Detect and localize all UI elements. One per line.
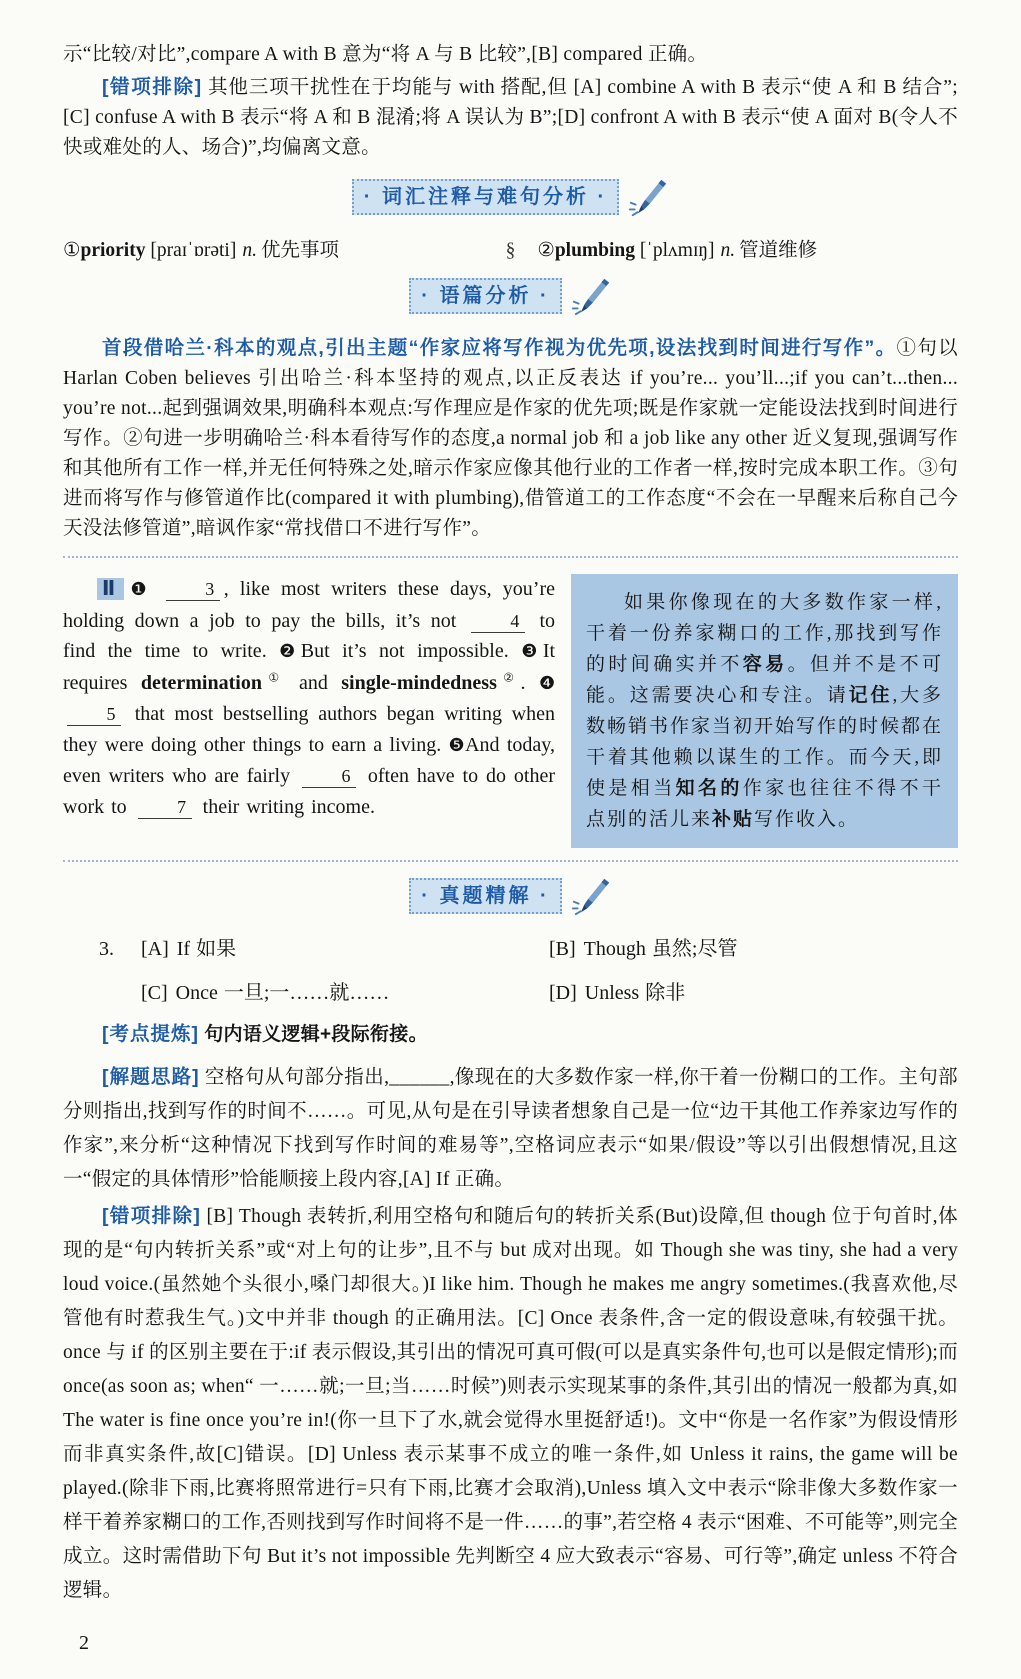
- page-number: 2: [79, 1632, 89, 1654]
- exam-section-badge: · 真题精解 ·: [409, 878, 561, 914]
- discourse-body: ①句以 Harlan Coben believes 引出哈兰·科本坚持的观点,以正反表达 if you’re... you’ll...;if you can’t...then... you’re not...起到强调效果,明确科本观点:写作理应是作家的优先项;既是作家就一定能设法找到时间进行写作。②句进一步明确哈兰·科本看待写作的态度,a normal job 和 a job like any other 近义复现,强调写作和其他所有工作一样,并无任何特殊之处,暗示作家应像其他行业的工作者一样,按时完成本职工作。③句进而将写作与修管道作比(compared it with plumbing),借管道工的工作态度“不会在一早醒来后称自己今天没法修管道”,暗讽作家“常找借口不进行写作”。: [63, 338, 958, 539]
- option-c-word: Once: [175, 982, 218, 1004]
- approach-text: 空格句从句部分指出,______,像现在的大多数作家一样,你干着一份糊口的工作。主句部分则指出,找到写作的时间不……。可见,从句是在引导读者想象自己是一位“边干其他工作养家边写作的作家”,来分析“这种情况下找到写作时间的难易等”,空格词应表示“如果/假设”等以引出假想情况,且这一“假定的具体情形”恰能顺接上段内容,[A] If 正确。: [63, 1067, 958, 1190]
- top-elimination-text: 其他三项干扰性在于均能与 with 搭配,但 [A] combine A with B 表示“使 A 和 B 结合”;[C] confuse A with B 表示“将 A 和 B 混淆;将 A 误认为 B”;[D] confront A with B 表示“使 A 面对 B(令人不快或难处的人、场合)”,均偏离文意。: [63, 77, 958, 158]
- sentence-1b: to find the time to write.: [63, 609, 556, 662]
- exam-section-header: [63, 878, 958, 921]
- sentence-3-period: .: [520, 671, 526, 694]
- paragraph-marker: Ⅱ: [97, 578, 124, 600]
- discourse-lead: 首段借哈兰·科本的观点,引出主题“作家应将写作视为优先项,设法找到时间进行写作”。: [102, 337, 897, 359]
- sentence-1a: , like most writers these days, you’re holding down a job to pay the bills, it’s not: [63, 578, 556, 632]
- discourse-section-badge: · 语篇分析 ·: [409, 278, 561, 314]
- vocab-entry-priority: [63, 234, 484, 262]
- passage-and-translation: [63, 574, 958, 848]
- option-b: [549, 935, 958, 963]
- option-a-gloss: 如果: [196, 938, 237, 960]
- sentence-5c: their writing income.: [202, 795, 375, 818]
- sentence-4-number: ❹: [538, 672, 556, 694]
- vocab-entries: [63, 234, 958, 262]
- elimination-paragraph: [63, 1199, 958, 1608]
- carryover-text: 示“比较/对比”,compare A with B 意为“将 A 与 B 比较”,[B] compared 正确。: [63, 44, 708, 65]
- keyword-determination: determination: [140, 671, 262, 694]
- options-block: [63, 935, 958, 1007]
- discourse-section-header: [63, 278, 958, 321]
- question-number: 3.: [99, 938, 114, 960]
- elimination-label: [错项排除]: [102, 1205, 201, 1227]
- trans-bold-supplement: 补贴: [712, 809, 755, 830]
- sentence-5a: And today, even writers who are fairly: [63, 733, 556, 787]
- dotted-divider: [63, 556, 958, 558]
- discourse-paragraph: [63, 333, 958, 544]
- option-c: [141, 979, 549, 1007]
- sentence-4: that most bestselling authors began writing when they were doing other things to earn a living.: [63, 703, 555, 756]
- option-a-bracket: [A]: [141, 938, 169, 960]
- option-b-gloss: 虽然;尽管: [651, 938, 738, 960]
- option-c-gloss: 一旦;一……就……: [223, 982, 390, 1004]
- cloze-passage: [63, 574, 555, 822]
- sentence-3a: It requires: [63, 640, 556, 694]
- vocab-index: ①: [63, 240, 81, 261]
- trans-3: ,大多数畅销书作家当初开始写作的时候都在干着其他赖以谋生的工作。而今天,即使是相当: [586, 685, 944, 799]
- vocab-word: plumbing: [554, 240, 636, 261]
- footnote-ref-2: ②: [496, 669, 521, 684]
- option-d: [549, 979, 958, 1007]
- options-spacer: [99, 979, 141, 1007]
- blank-3: 3: [166, 579, 220, 601]
- option-c-bracket: [C]: [141, 982, 168, 1004]
- approach-label: [解题思路]: [102, 1066, 200, 1088]
- vocab-word: priority: [80, 240, 146, 261]
- option-d-word: Unless: [584, 982, 640, 1004]
- vocab-pos: n.: [242, 240, 257, 261]
- vocab-phonetic: [praɪˈɒrəti]: [150, 240, 237, 261]
- key-point-line: [63, 1019, 958, 1050]
- cloze-passage-column: [63, 574, 555, 848]
- option-a: [141, 935, 549, 963]
- vocab-phonetic: [ˈplʌmɪŋ]: [639, 240, 715, 261]
- carryover-paragraph: [63, 40, 958, 70]
- option-a-word: If: [176, 938, 191, 960]
- vocab-section-badge: · 词汇注释与难句分析 ·: [352, 179, 619, 215]
- keyword-single-mindedness: single-mindedness: [341, 671, 497, 694]
- vocab-pos: n.: [720, 240, 736, 261]
- blank-5: 5: [67, 704, 121, 726]
- footnote-ref-1: ①: [261, 669, 286, 684]
- option-d-bracket: [D]: [549, 982, 577, 1004]
- approach-paragraph: [63, 1060, 958, 1197]
- blank-6: 6: [302, 766, 356, 788]
- translation-text: [586, 587, 943, 835]
- option-d-gloss: 除非: [645, 982, 686, 1004]
- sentence-1-number: ❶: [130, 579, 151, 600]
- vocab-index: ②: [537, 240, 555, 261]
- translation-box: [571, 574, 958, 848]
- top-elimination-label: [错项排除]: [102, 76, 203, 98]
- trans-2: 。但并不是不可能。这需要决心和专注。请: [586, 654, 943, 706]
- trans-bold-famous: 知名的: [675, 778, 743, 799]
- top-elimination-paragraph: [63, 72, 958, 163]
- sentence-2: But it’s not impossible.: [300, 640, 509, 662]
- trans-4: 作家也往往不得不干点别的活儿来: [586, 778, 943, 830]
- sentence-3-number: ❸: [521, 641, 543, 662]
- trans-1: 如果你像现在的大多数作家一样,干着一份养家糊口的工作,那找到写作的时间确实并不: [586, 592, 943, 675]
- key-point-text: 句内语义逻辑+段际衔接。: [204, 1024, 428, 1045]
- trans-bold-remember: 记住: [848, 685, 893, 706]
- sentence-3-and: and: [298, 671, 328, 694]
- elimination-text: [B] Though 表转折,利用空格句和随后句的转折关系(But)设障,但 though 位于句首时,体现的是“句内转折关系”或“对上句的让步”,且不与 but 成对出现。如 Though she was tiny, she had a very loud voice.(虽然她个头很小,嗓门却很大。)I like him. Though he makes me angry sometimes.(我喜欢他,尽管他有时惹我生气。)文中并非 though 的正确用法。[C] Once 表条件,含一定的假设意味,有较强干扰。once 与 if 的区别主要在于:if 表示假设,其引出的情况可真可假(可以是真实条件句,也可以是假定情形);而 once(as soon as; when“ 一……就;一旦;当……时候”)则表示实现某事的条件,其引出的情况一般都为真,如 The water is fine once you’re in!(你一旦下了水,就会觉得水里挺舒适!)。文中“你是一名作家”为假设情形而非真实条件,故[C]错误。[D] Unless 表示某事不成立的唯一条件,如 Unless it rains, the game will be played.(除非下雨,比赛将照常进行=只有下雨,比赛才会取消),Unless 填入文中表示“除非像大多数作家一样干着养家糊口的工作,否则找到写作时间将不是一件……的事”,若空格 4 表示“困难、不可能等”,则完全成立。这时需借助下句 But it’s not impossible 先判断空 4 应大致表示“容易、可行等”,确定 unless 不符合逻辑。: [63, 1206, 958, 1601]
- vocab-meaning: 优先事项: [260, 240, 339, 261]
- blank-7: 7: [138, 797, 192, 819]
- pen-icon: [570, 876, 612, 921]
- key-point-label: [考点提炼]: [102, 1023, 199, 1045]
- vocab-separator: §: [505, 240, 516, 261]
- dotted-divider: [63, 860, 958, 862]
- sentence-5b: often have to do other work to: [63, 765, 556, 818]
- option-b-word: Though: [583, 938, 646, 960]
- vocab-entry-plumbing: [537, 234, 958, 262]
- pen-icon: [627, 177, 669, 222]
- option-b-bracket: [B]: [549, 938, 576, 960]
- vocab-section-header: [63, 179, 958, 222]
- vocab-meaning: 管道维修: [739, 240, 818, 261]
- sentence-2-number: ❷: [279, 641, 301, 662]
- trans-5: 写作收入。: [754, 809, 860, 830]
- sentence-5-number: ❺: [448, 734, 466, 756]
- pen-icon: [570, 276, 612, 321]
- blank-4: 4: [471, 611, 525, 633]
- trans-bold-easy: 容易: [742, 654, 788, 675]
